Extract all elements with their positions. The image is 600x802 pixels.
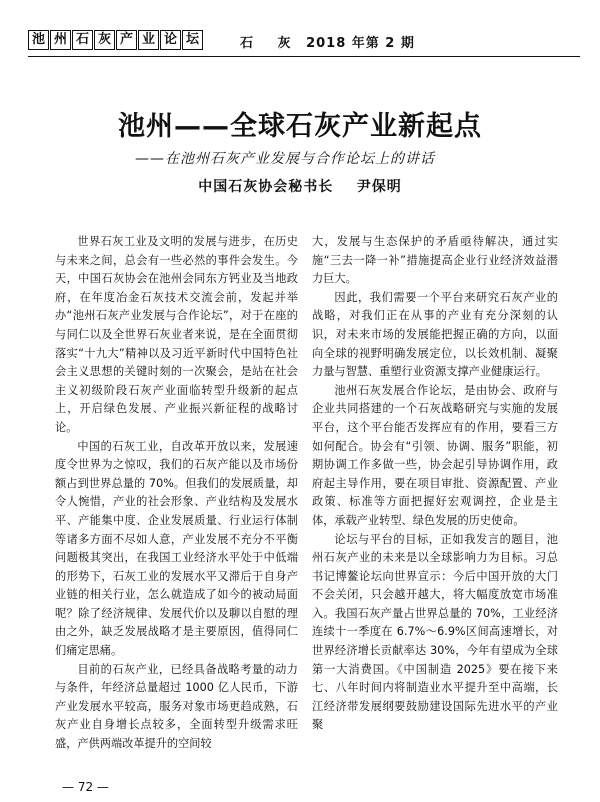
column-char: 池 [28, 30, 49, 50]
column-char: 业 [138, 30, 159, 50]
column-char: 灰 [94, 30, 115, 50]
running-header [28, 30, 580, 52]
article-subtitle: ——在池州石灰产业发展与合作论坛上的讲话 [135, 151, 435, 167]
journal-info [240, 32, 415, 51]
journal-issue: 2018 年第 2 期 [306, 36, 415, 51]
column-char: 石 [72, 30, 93, 50]
column-char: 坛 [182, 30, 203, 50]
journal-name: 石 灰 [240, 36, 301, 51]
paragraph: 论坛与平台的目标，正如我发言的题目，池州石灰产业的未来是以全球影响力为目标。习总书记博鳌论坛向世界宣示：今后中国开放的大门不会关闭，只会越开越大，将大幅度放宽市场准入。我国石灰产量占世界总量的 70%，工业经济连续十一季度在 6.7%～6.9%区间高速增长，对世界经济增长贡献率达 30%，今年有望成为全球第一大消费国。《中国制造 2025》要在接下来七、八年时间内将制造业水平提升至中高端，长江经济带发展纲要鼓励建设国际先进水平的产业聚 [312, 532, 558, 732]
paragraph-continued: 大，发展与生态保护的矛盾亟待解决，通过实施“三去一降一补”措施提高企业行业经济效益潜力巨大。 [312, 235, 558, 286]
column-label-box [28, 30, 204, 50]
right-column [312, 233, 558, 735]
article-author: 中国石灰协会秘书长 尹保明 [198, 179, 402, 195]
column-char: 州 [50, 30, 71, 50]
page-number: — 72 — [62, 780, 109, 794]
header-rule [28, 56, 580, 57]
article-title: 池州——全球石灰产业新起点 [118, 111, 482, 142]
paragraph: 中国的石灰工业，自改革开放以来，发展速度令世界为之惊叹，我们的石灰产能以及市场份额占到世界总量的 70%。但我们的发展质量，却令人惋惜，产业的社会形象、产业结构及发展水平、产能集中度、企业发展质量、行业运行体制等诸多方面不尽如人意，产业发展不充分不平衡问题极其突出，在我国工业经济水平处于中低端的形势下，石灰工业的发展水平又滞后于自身产业链的相关行业，怎么就造成了如今的被动局面呢？除了经济规律、发展代价以及聊以自慰的理由之外，缺乏发展战略才是主要原因，值得同仁们痛定思痛。 [55, 439, 298, 658]
column-char: 论 [160, 30, 181, 50]
paragraph: 因此，我们需要一个平台来研究石灰产业的战略，对我们正在从事的产业有充分深刻的认识，对未来市场的发展能把握正确的方向，以面向全球的视野明确发展定位，以长效机制、凝聚力量与智慧、重塑行业资源支撑产业健康运行。 [312, 290, 558, 379]
paragraph: 世界石灰工业及文明的发展与进步，在历史与未来之间，总会有一些必然的事件会发生。今天，中国石灰协会在池州会同东方钙业及当地政府，在年度冶金石灰技术交流会前，发起并举办“池州石灰产业发展与合作论坛”，对于在座的与同仁以及全世界石灰业者来说，是在全面贯彻落实“十九大”精神以及习近平新时代中国特色社会主义思想的关键时刻的一次聚会，是站在社会主义初级阶段石灰产业面临转型升级新的起点上，开启绿色发展、产业振兴新征程的战略讨论。 [55, 235, 298, 434]
paragraph: 池州石灰发展合作论坛，是由协会、政府与企业共同搭建的一个石灰战略研究与实施的发展平台，这个平台能否发挥应有的作用，要看三方如何配合。协会有“引领、协调、服务”职能，初期协调工作多做一些，协会起引导协调作用，政府起主导作用，要在项目审批、资源配置、产业政策、标准等方面把握好宏观调控，企业是主体，承载产业转型、绿色发展的历史使命。 [312, 383, 558, 527]
column-char: 产 [116, 30, 137, 50]
left-column [55, 233, 298, 754]
paragraph: 目前的石灰产业，已经具备战略考量的动力与条件，年经济总量超过 1000 亿人民币，下游产业发展水平较高，服务对象市场更趋成熟，石灰产业自身增长点较多，全面转型升级需求旺盛，产供两端改革提升的空间较 [55, 662, 298, 751]
